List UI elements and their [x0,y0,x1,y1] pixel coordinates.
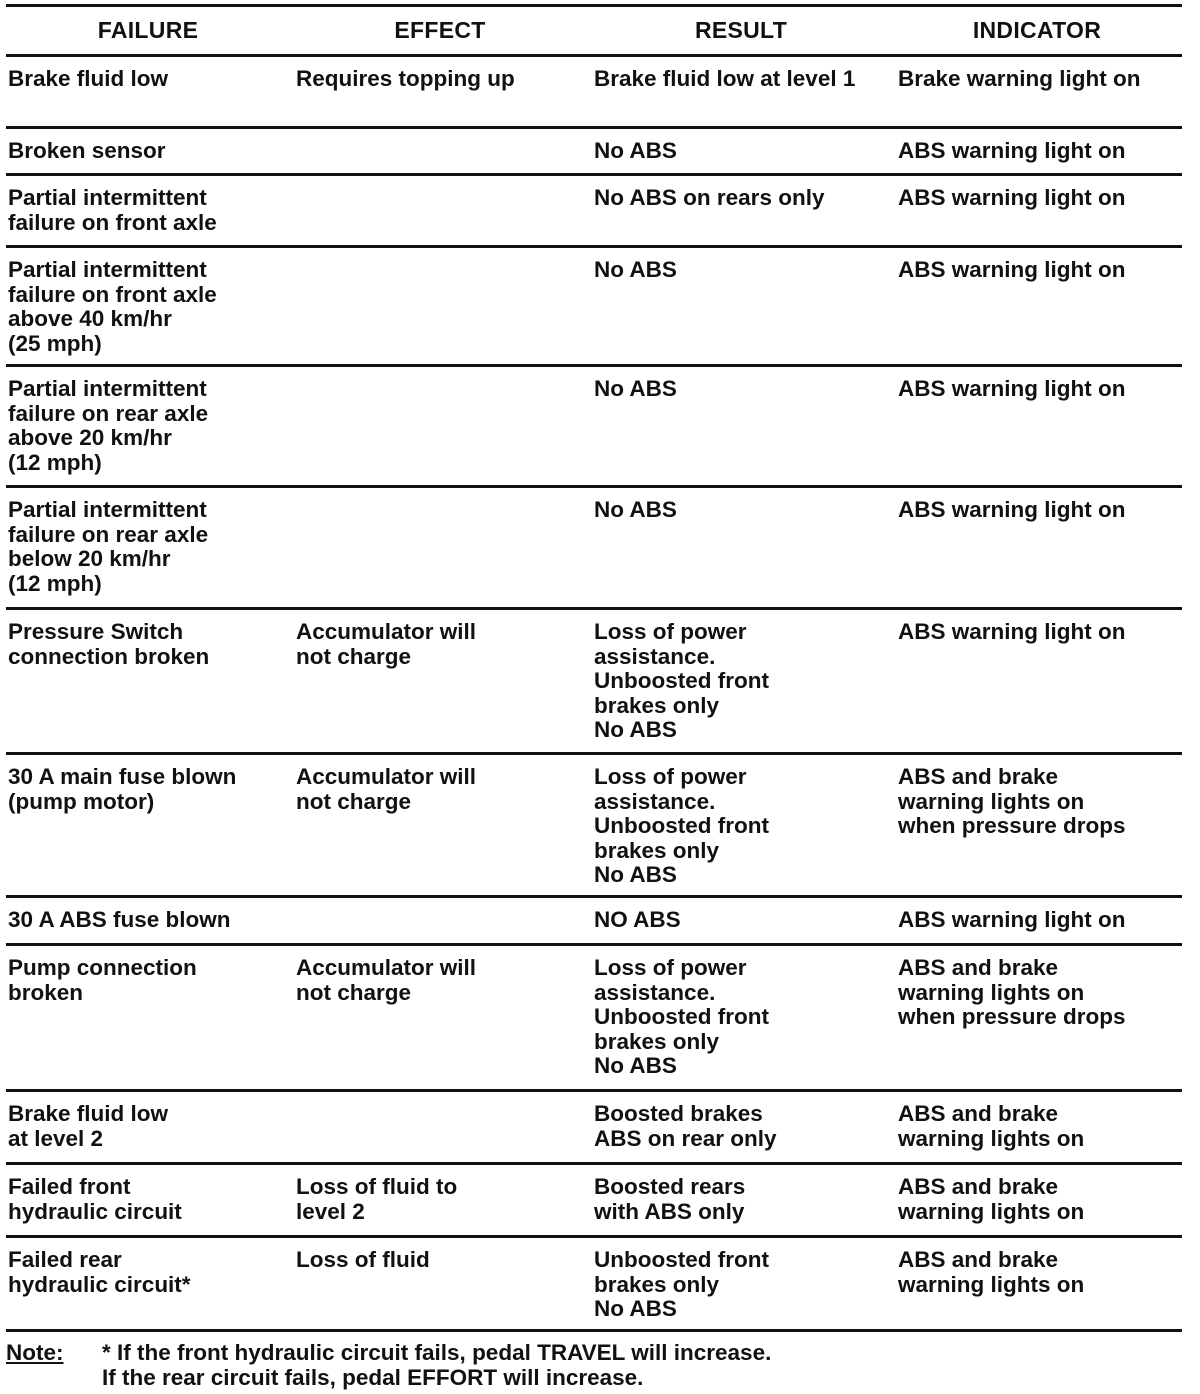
note-label: Note: [6,1340,64,1365]
header-failure: FAILURE [97,17,199,44]
effect-cell [290,248,590,364]
table-row [6,946,1182,1092]
result-cell: No ABS [594,257,677,282]
result-cell: No ABS [594,376,677,401]
table-row [6,1238,1182,1332]
indicator-cell: ABS warning light on [898,257,1126,282]
failure-cell: Brake fluid low at level 2 [8,1101,169,1151]
table-row [6,57,1182,129]
effect-cell: Accumulator will not charge [296,764,477,814]
table-row [6,1092,1182,1165]
failure-cell: Failed front hydraulic circuit [8,1174,182,1224]
result-cell: Brake fluid low at level 1 [594,66,856,91]
indicator-cell: ABS and brake warning lights on [898,1101,1085,1151]
effect-cell: Loss of fluid to level 2 [296,1174,458,1224]
failure-cell: Pump connection broken [8,955,197,1005]
abs-failure-document [6,4,1182,1390]
result-cell: Unboosted front brakes only No ABS [594,1247,769,1321]
indicator-cell: ABS warning light on [898,376,1126,401]
failure-cell: Partial intermittent failure on front axle [8,185,217,235]
effect-cell [290,129,590,173]
result-cell: No ABS [594,497,677,522]
indicator-cell: ABS and brake warning lights on when pressure drops [898,764,1126,838]
effect-cell [290,367,590,485]
effect-cell [290,1092,590,1162]
header-effect: EFFECT [394,17,486,44]
indicator-cell: Brake warning light on [898,66,1141,91]
table-row [6,176,1182,248]
result-cell: Loss of power assistance. Unboosted front brakes only No ABS [594,955,769,1078]
failure-cell: Brake fluid low [8,66,169,91]
failure-cell: Broken sensor [8,138,166,163]
table-row [6,898,1182,946]
result-cell: Boosted brakes ABS on rear only [594,1101,777,1151]
result-cell: Loss of power assistance. Unboosted front brakes only No ABS [594,619,769,742]
result-cell: No ABS on rears only [594,185,825,210]
table-row [6,755,1182,898]
footnote [6,1340,1182,1390]
table-header-row [6,7,1182,57]
indicator-cell: ABS warning light on [898,497,1126,522]
effect-cell [290,176,590,245]
effect-cell: Requires topping up [296,66,515,91]
effect-cell [290,898,590,943]
indicator-cell: ABS and brake warning lights on [898,1174,1085,1224]
effect-cell [290,488,590,607]
failure-cell: Pressure Switch connection broken [8,619,210,669]
table-row [6,488,1182,610]
table-row [6,129,1182,176]
effect-cell: Accumulator will not charge [296,955,477,1005]
result-cell: No ABS [594,138,677,163]
indicator-cell: ABS warning light on [898,619,1126,644]
table-row [6,610,1182,755]
note-text: * If the front hydraulic circuit fails, pedal TRAVEL will increase. If the rear circuit fails, pedal EFFORT will increase. [102,1340,772,1390]
result-cell: NO ABS [594,907,681,932]
header-indicator: INDICATOR [972,17,1102,44]
indicator-cell: ABS warning light on [898,185,1126,210]
effect-cell: Accumulator will not charge [296,619,477,669]
failure-cell: Partial intermittent failure on rear axle below 20 km/hr (12 mph) [8,497,209,596]
result-cell: Boosted rears with ABS only [594,1174,746,1224]
indicator-cell: ABS warning light on [898,138,1126,163]
failure-cell: Partial intermittent failure on rear axle above 20 km/hr (12 mph) [8,376,209,475]
header-result: RESULT [694,17,788,44]
failure-table [6,4,1182,1332]
failure-cell: 30 A ABS fuse blown [8,907,231,932]
result-cell: Loss of power assistance. Unboosted front brakes only No ABS [594,764,769,887]
effect-cell: Loss of fluid [296,1247,430,1272]
failure-cell: Partial intermittent failure on front axle above 40 km/hr (25 mph) [8,257,217,356]
table-row [6,248,1182,367]
indicator-cell: ABS warning light on [898,907,1126,932]
table-row [6,1165,1182,1238]
failure-cell: 30 A main fuse blown (pump motor) [8,764,237,814]
indicator-cell: ABS and brake warning lights on [898,1247,1085,1297]
table-row [6,367,1182,488]
indicator-cell: ABS and brake warning lights on when pressure drops [898,955,1126,1029]
failure-cell: Failed rear hydraulic circuit* [8,1247,191,1297]
